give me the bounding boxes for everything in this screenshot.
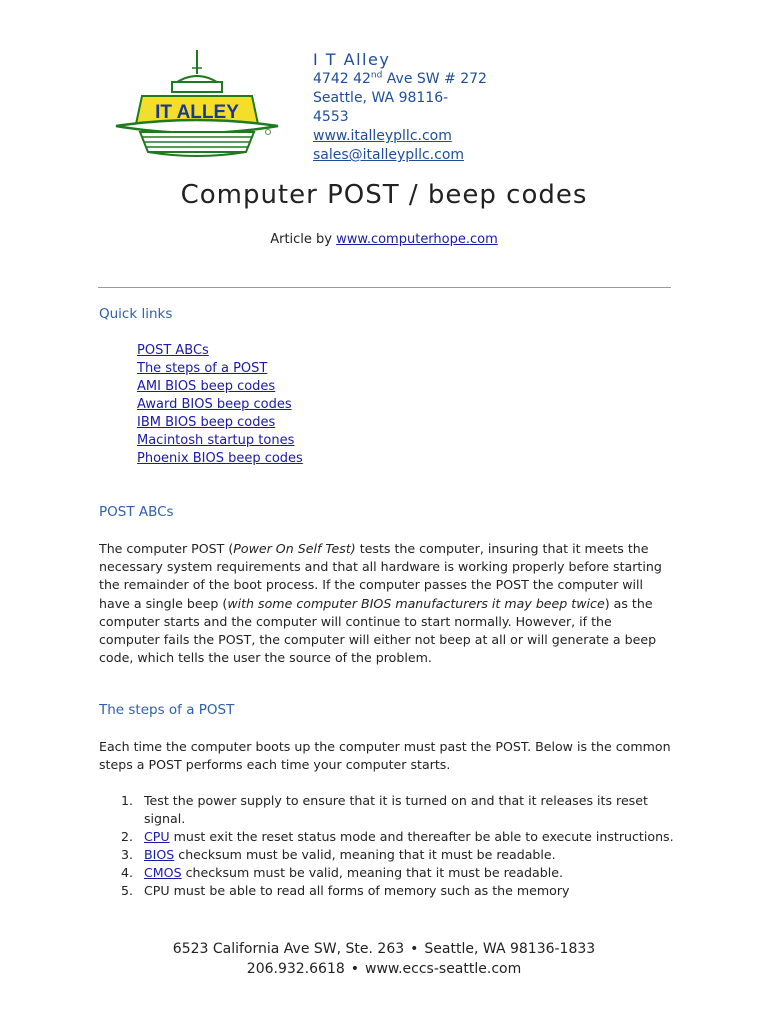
step-item xyxy=(99,864,674,882)
steps-heading: The steps of a POST xyxy=(99,702,235,718)
byline-link[interactable]: www.computerhope.com xyxy=(336,232,498,247)
step-number: 4. xyxy=(121,865,134,880)
company-name: I T Alley xyxy=(313,50,391,69)
steps-intro: Each time the computer boots up the computer must past the POST. Below is the common steps a POST performs each time your computer starts. xyxy=(99,739,671,773)
post-abcs-italic-1: Power On Self Test) xyxy=(233,541,356,556)
footer-bullet: • xyxy=(350,961,360,977)
step-text: Test the power supply to ensure that it is turned on and that it releases its reset signal. xyxy=(144,793,648,826)
company-city: Seattle, WA 98116- xyxy=(313,90,449,106)
cmos-link[interactable]: CMOS xyxy=(144,865,182,880)
post-abcs-text-1: The computer POST ( xyxy=(99,541,234,556)
byline-prefix: Article by xyxy=(270,232,337,247)
steps-list xyxy=(99,792,674,900)
company-address xyxy=(313,70,513,89)
footer-bullet: • xyxy=(410,941,419,957)
quick-link-ami-bios[interactable]: AMI BIOS beep codes xyxy=(137,379,276,394)
step-item xyxy=(99,792,674,828)
post-abcs-paragraph xyxy=(99,540,674,667)
quick-link-steps-of-post[interactable]: The steps of a POST xyxy=(137,361,268,376)
byline xyxy=(0,232,768,247)
divider xyxy=(98,287,671,288)
step-item xyxy=(99,882,674,900)
company-info xyxy=(313,50,513,165)
footer-website: www.eccs-seattle.com xyxy=(365,961,522,977)
quick-links-heading: Quick links xyxy=(99,306,173,322)
quick-link-award-bios[interactable]: Award BIOS beep codes xyxy=(137,397,292,412)
quick-link-macintosh-tones[interactable]: Macintosh startup tones xyxy=(137,433,295,448)
quick-link-ibm-bios[interactable]: IBM BIOS beep codes xyxy=(137,415,276,430)
step-text: checksum must be valid, meaning that it must be readable. xyxy=(174,847,556,862)
address-street: Ave SW # 272 xyxy=(382,71,487,87)
it-alley-logo-icon xyxy=(112,48,282,160)
address-suffix-sup: nd xyxy=(370,70,383,81)
company-website-link[interactable]: www.italleypllc.com xyxy=(313,128,452,144)
company-logo xyxy=(112,48,282,160)
quick-link-phoenix-bios[interactable]: Phoenix BIOS beep codes xyxy=(137,451,303,466)
cpu-link[interactable]: CPU xyxy=(144,829,170,844)
page-title: Computer POST / beep codes xyxy=(180,180,588,210)
company-email-link[interactable]: sales@italleypllc.com xyxy=(313,147,465,163)
footer-address: 6523 California Ave SW, Ste. 263 xyxy=(172,941,405,957)
step-item xyxy=(99,846,674,864)
page-footer xyxy=(0,939,768,979)
logo-text: IT ALLEY xyxy=(155,102,239,123)
footer-phone: 206.932.6618 xyxy=(246,961,345,977)
post-abcs-heading: POST ABCs xyxy=(99,504,174,520)
step-item xyxy=(99,828,674,846)
step-text: CPU must be able to read all forms of memory such as the memory xyxy=(144,883,570,898)
post-abcs-text-3: ) as the computer starts and the computer will continue to start normally. However, if the computer fails the POST, the computer will either not beep at all or will generate a beep code, which tells the user the source of the problem. xyxy=(99,595,657,666)
post-abcs-italic-2: with some computer BIOS manufacturers it may beep twice xyxy=(227,595,605,611)
quick-link-post-abcs[interactable]: POST ABCs xyxy=(137,343,209,358)
step-text: checksum must be valid, meaning that it must be readable. xyxy=(181,865,563,880)
post-abcs-text-2: tests the computer, insuring that it meets the necessary system requirements and that all hardware is working properly before starting the remainder of the boot process. If the computer passes the POST the computer will have a single beep ( xyxy=(99,541,662,611)
step-number: 2. xyxy=(121,829,134,844)
footer-city: Seattle, WA 98136-1833 xyxy=(424,941,596,957)
step-text: must exit the reset status mode and thereafter be able to execute instructions. xyxy=(169,829,674,844)
step-number: 3. xyxy=(121,847,134,862)
company-zip-ext: 4553 xyxy=(313,109,349,125)
footer-address-line xyxy=(0,939,768,959)
step-number: 1. xyxy=(121,793,134,808)
bios-link[interactable]: BIOS xyxy=(144,847,175,862)
step-number: 5. xyxy=(121,883,134,898)
quick-links-list xyxy=(137,342,303,468)
address-number: 4742 42 xyxy=(313,71,371,87)
footer-contact-line xyxy=(0,959,768,979)
